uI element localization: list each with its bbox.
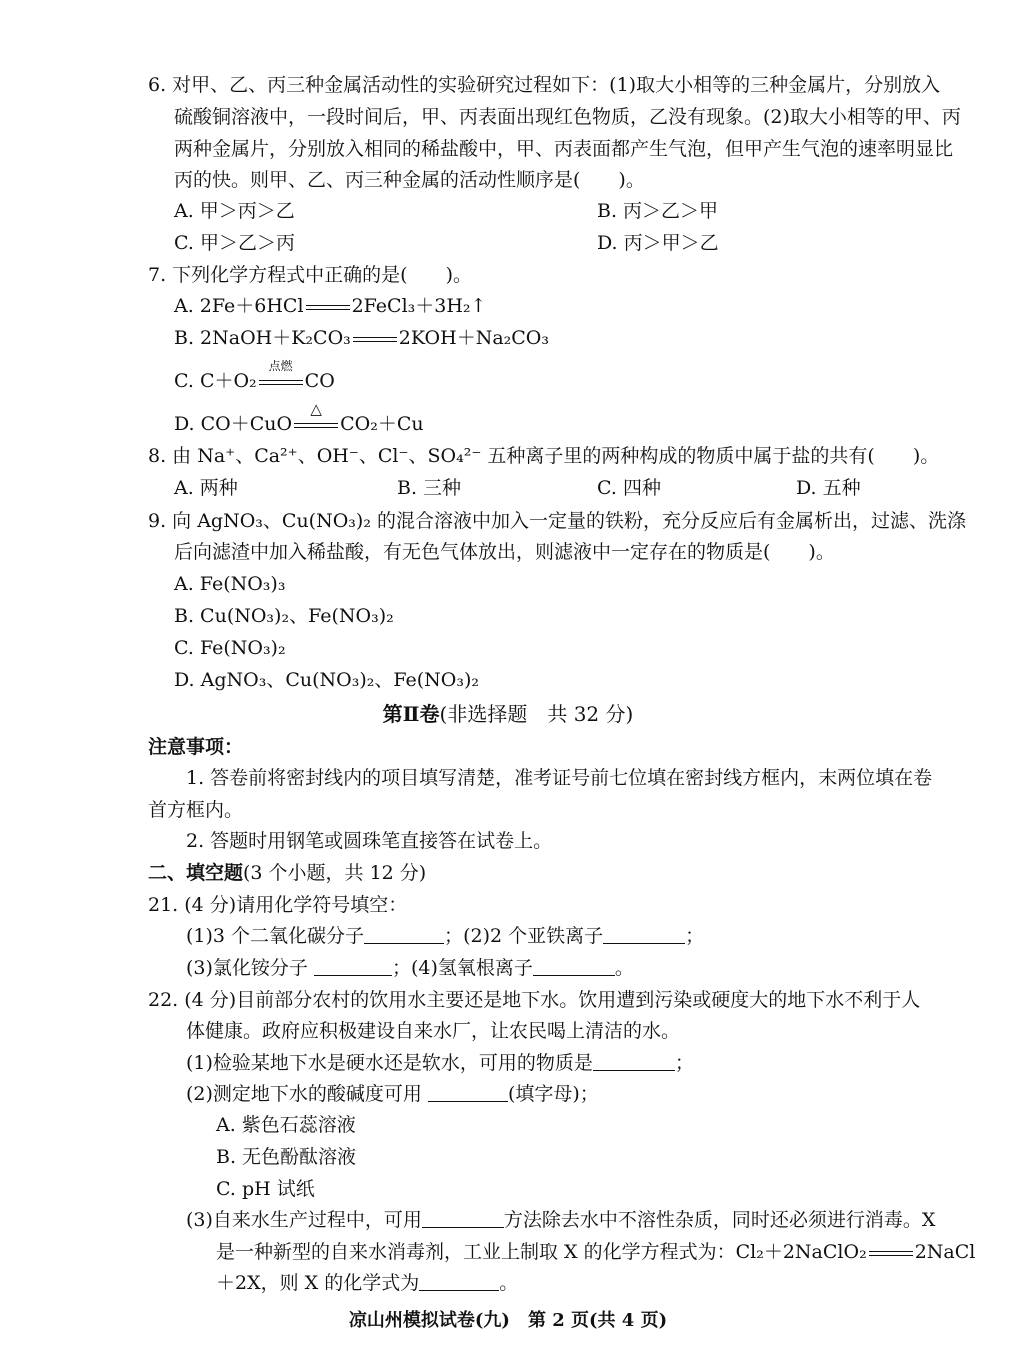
q7-d-right: CO₂＋Cu — [340, 413, 424, 435]
q7-d-left: D. CO＋CuO — [174, 413, 293, 435]
q9-line-2: 后向滤渣中加入稀盐酸，有无色气体放出，则滤液中一定存在的物质是( )。 — [174, 541, 835, 563]
q6-line-4: 丙的快。则甲、乙、丙三种金属的活动性顺序是( )。 — [174, 169, 645, 191]
answer-blank[interactable] — [428, 1083, 508, 1102]
q21-separator: ； — [391, 957, 411, 979]
answer-blank[interactable] — [419, 1272, 499, 1291]
answer-blank[interactable] — [593, 1052, 675, 1071]
q22-line-1: 22. (4 分)目前部分农村的饮用水主要还是地下水。饮用遭到污染或硬度大的地下水不利于人 — [148, 989, 921, 1011]
note-1-line-1: 1. 答卷前将密封线内的项目填写清楚，准考证号前七位填在密封线方框内，末两位填在卷 — [186, 767, 933, 789]
q8-stem: 8. 由 Na⁺、Ca²⁺、OH⁻、Cl⁻、SO₄²⁻ 五种离子里的两种构成的物质中属于盐的共有( )。 — [148, 445, 940, 467]
q21-row-2 — [186, 955, 634, 981]
q8-option-a: A. 两种 — [174, 477, 238, 499]
q21-part-1: (1)3 个二氧化碳分子 — [186, 925, 365, 947]
q22-part-3-text-b: 方法除去水中不溶性杂质，同时还必须进行消毒。X — [503, 1209, 936, 1231]
equals-sign-icon — [304, 298, 352, 316]
q21-separator: ； — [444, 925, 464, 947]
q22-part-1 — [186, 1050, 694, 1076]
q7-c-right: CO — [304, 370, 335, 392]
q9-option-b: B. Cu(NO₃)₂、Fe(NO₃)₂ — [174, 605, 394, 627]
q21-stem: 21. (4 分)请用化学符号填空： — [148, 894, 408, 916]
q22-part-2-text: (2)测定地下水的酸碱度可用 — [186, 1083, 422, 1105]
q21-end: ； — [685, 925, 705, 947]
answer-blank[interactable] — [364, 925, 444, 944]
notes-heading: 注意事项： — [148, 736, 244, 758]
q9-line-1: 9. 向 AgNO₃、Cu(NO₃)₂ 的混合溶液中加入一定量的铁粉，充分反应后有金属析出，过滤、洗涤 — [148, 510, 966, 532]
page-footer: 凉山州模拟试卷(九) 第 2 页(共 4 页) — [348, 1310, 668, 1331]
equals-sign-icon — [351, 330, 399, 348]
q7-stem: 7. 下列化学方程式中正确的是( )。 — [148, 264, 472, 286]
q8-option-c: C. 四种 — [597, 477, 661, 499]
section-2-heading — [148, 860, 426, 886]
q7-option-a — [174, 293, 486, 319]
q22-part-3-text-e: ＋2X，则 X 的化学式为 — [216, 1272, 420, 1294]
q22-option-a: A. 紫色石蕊溶液 — [216, 1114, 356, 1136]
q22-part-3-line-3 — [216, 1270, 518, 1296]
q21-row-1 — [186, 923, 704, 949]
q22-equation-right: 2NaCl — [914, 1241, 976, 1263]
q21-part-3: (3)氯化铵分子 — [186, 957, 308, 979]
equals-sign-icon — [257, 359, 305, 391]
q21-part-2: (2)2 个亚铁离子 — [463, 925, 604, 947]
q7-b-right: 2KOH＋Na₂CO₃ — [398, 327, 550, 349]
part2-title-sub: (非选择题 共 32 分) — [439, 702, 634, 726]
q9-option-d: D. AgNO₃、Cu(NO₃)₂、Fe(NO₃)₂ — [174, 669, 480, 691]
answer-blank[interactable] — [422, 1209, 504, 1228]
section-2-desc: (3 个小题，共 12 分) — [243, 862, 427, 884]
q22-option-c: C. pH 试纸 — [216, 1178, 315, 1200]
q9-option-a: A. Fe(NO₃)₃ — [174, 573, 286, 595]
equals-sign-icon — [292, 400, 340, 434]
q22-part-2-hint: (填字母)； — [507, 1083, 599, 1105]
q7-a-left: A. 2Fe＋6HCl — [174, 295, 304, 317]
section-2-title: 二、填空题 — [148, 862, 244, 884]
answer-blank[interactable] — [314, 957, 392, 976]
answer-blank[interactable] — [603, 925, 685, 944]
q6-line-1: 6. 对甲、乙、丙三种金属活动性的实验研究过程如下：(1)取大小相等的三种金属片，分别放入 — [148, 74, 941, 96]
q7-option-b — [174, 325, 549, 351]
q22-end: ； — [674, 1052, 694, 1074]
note-2: 2. 答题时用钢笔或圆珠笔直接答在试卷上。 — [186, 830, 553, 852]
q6-option-c: C. 甲＞乙＞丙 — [174, 232, 295, 254]
part2-title — [0, 701, 1016, 727]
q6-line-3: 两种金属片，分别放入相同的稀盐酸中，甲、丙表面都产生气泡，但甲产生气泡的速率明显比 — [174, 138, 954, 160]
q22-part-3-line-1 — [186, 1207, 935, 1233]
q22-part-2 — [186, 1081, 599, 1107]
q22-equation-left: 是一种新型的自来水消毒剂，工业上制取 X 的化学方程式为：Cl₂＋2NaClO₂ — [216, 1241, 867, 1263]
q22-part-1-text: (1)检验某地下水是硬水还是软水，可用的物质是 — [186, 1052, 593, 1074]
q22-option-b: B. 无色酚酞溶液 — [216, 1146, 357, 1168]
q22-line-2: 体健康。政府应积极建设自来水厂，让农民喝上清洁的水。 — [186, 1020, 681, 1042]
q6-option-a: A. 甲＞丙＞乙 — [174, 200, 295, 222]
q9-option-c: C. Fe(NO₃)₂ — [174, 637, 286, 659]
q6-option-b: B. 丙＞乙＞甲 — [597, 200, 719, 222]
q22-part-3-line-2 — [216, 1239, 975, 1265]
equals-sign-icon — [867, 1244, 915, 1262]
q6-line-2: 硫酸铜溶液中，一段时间后，甲、丙表面出现红色物质，乙没有现象。(2)取大小相等的甲、丙 — [174, 106, 961, 128]
q22-part-3-text: (3)自来水生产过程中，可用 — [186, 1209, 422, 1231]
q7-a-right: 2FeCl₃＋3H₂↑ — [351, 295, 487, 317]
q6-option-d: D. 丙＞甲＞乙 — [597, 232, 719, 254]
q21-part-4: (4)氢氧根离子 — [410, 957, 533, 979]
q8-option-d: D. 五种 — [796, 477, 861, 499]
q7-c-left: C. C＋O₂ — [174, 370, 257, 392]
q7-d-condition: △ — [310, 400, 322, 418]
q7-option-d — [174, 400, 424, 437]
part2-title-main: 第Ⅱ卷 — [382, 702, 440, 726]
q7-option-c — [174, 359, 335, 394]
q7-c-condition: 点燃 — [268, 359, 293, 373]
q8-option-b: B. 三种 — [397, 477, 462, 499]
note-1-line-2: 首方框内。 — [148, 799, 244, 821]
q21-end: 。 — [614, 957, 634, 979]
q7-b-left: B. 2NaOH＋K₂CO₃ — [174, 327, 351, 349]
q22-end: 。 — [499, 1272, 519, 1294]
answer-blank[interactable] — [533, 957, 615, 976]
